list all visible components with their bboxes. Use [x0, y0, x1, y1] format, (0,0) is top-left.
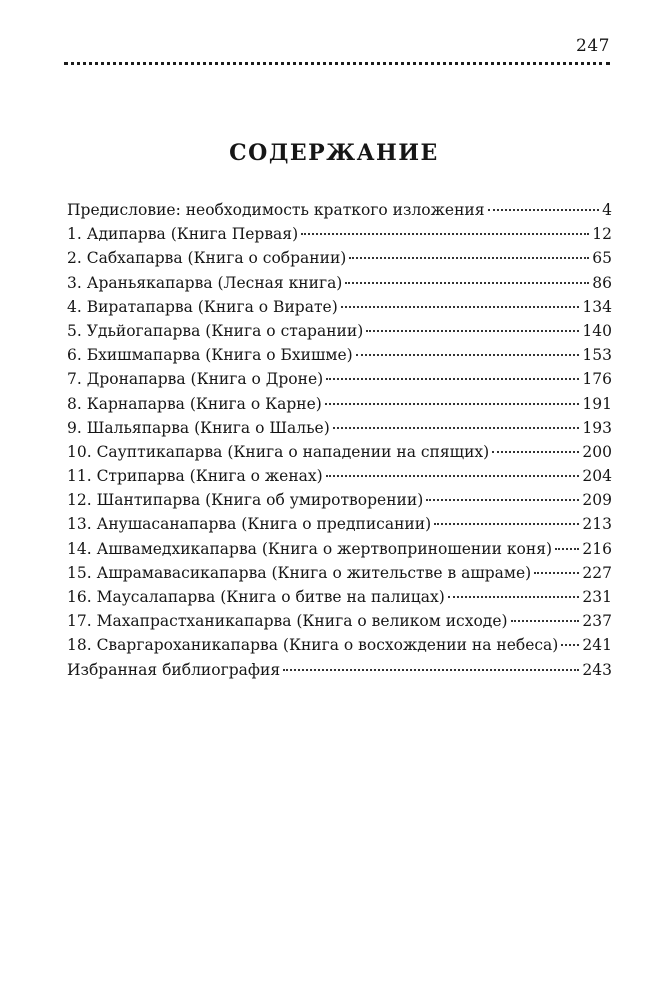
- toc-entry-label: 14. Ашвамедхикапарва (Книга о жертвоприношении коня): [67, 539, 553, 558]
- toc-entry-label: 4. Виратапарва (Книга о Вирате): [67, 297, 338, 316]
- toc-entry-page-number: 191: [582, 394, 612, 413]
- toc-entry[interactable]: [67, 515, 612, 539]
- toc-entry-label: 8. Карнапарва (Книга о Карне): [67, 394, 322, 413]
- toc-dot-leader: [325, 403, 580, 405]
- toc-entry-label: 15. Ашрамавасикапарва (Книга о жительстве в ашраме): [67, 563, 532, 582]
- toc-entry-page-number: 231: [582, 588, 612, 606]
- toc-entry[interactable]: [67, 370, 612, 394]
- toc-entry[interactable]: [67, 540, 612, 564]
- toc-entry-page-number: 216: [582, 539, 612, 558]
- table-of-contents: [67, 201, 612, 685]
- toc-entry[interactable]: [67, 322, 612, 346]
- header-dotted-rule: [64, 62, 610, 68]
- toc-entry-label: Предисловие: необходимость краткого изложения: [67, 201, 485, 219]
- toc-entry-label: 17. Махапрастханикапарва (Книга о великом исходе): [67, 612, 508, 631]
- toc-dot-leader: [434, 523, 579, 525]
- toc-dot-leader: [534, 572, 579, 574]
- toc-entry-label: 10. Сауптикапарва (Книга о нападении на спящих): [67, 442, 490, 461]
- toc-dot-leader: [366, 330, 579, 332]
- toc-dot-leader: [511, 620, 580, 622]
- toc-entry-label: 9. Шальяпарва (Книга о Шалье): [67, 418, 330, 437]
- toc-entry[interactable]: [67, 201, 612, 225]
- toc-entry-page-number: 193: [582, 418, 612, 437]
- toc-entry-label: 16. Маусалапарва (Книга о битве на палицах): [67, 588, 445, 606]
- toc-entry[interactable]: [67, 564, 612, 588]
- toc-entry-label: 7. Дронапарва (Книга о Дроне): [67, 370, 324, 389]
- toc-entry[interactable]: [67, 443, 612, 467]
- toc-entry-page-number: 243: [582, 660, 612, 679]
- toc-entry-label: 11. Стрипарва (Книга о женах): [67, 467, 323, 486]
- toc-dot-leader: [448, 596, 580, 598]
- toc-dot-leader: [345, 282, 589, 284]
- toc-entry[interactable]: [67, 467, 612, 491]
- toc-entry[interactable]: [67, 636, 612, 660]
- toc-dot-leader: [349, 257, 589, 259]
- toc-entry[interactable]: [67, 298, 612, 322]
- toc-entry-page-number: 176: [582, 370, 612, 389]
- toc-entry-label: 3. Араньякапарва (Лесная книга): [67, 273, 343, 292]
- toc-dot-leader: [301, 233, 589, 235]
- toc-entry-label: 6. Бхишмапарва (Книга о Бхишме): [67, 346, 353, 365]
- toc-entry[interactable]: [67, 274, 612, 298]
- toc-entry-page-number: 86: [592, 273, 612, 292]
- toc-entry[interactable]: [67, 346, 612, 370]
- toc-entry-page-number: 213: [582, 515, 612, 534]
- toc-dot-leader: [492, 451, 579, 453]
- toc-dot-leader: [426, 499, 579, 501]
- toc-dot-leader: [488, 209, 600, 211]
- toc-dot-leader: [326, 378, 579, 380]
- toc-entry-label: 5. Удьйогапарва (Книга о старании): [67, 321, 364, 340]
- toc-dot-leader: [283, 669, 579, 671]
- toc-dot-leader: [561, 644, 579, 646]
- toc-dot-leader: [333, 427, 580, 429]
- toc-entry-label: 13. Анушасанапарва (Книга о предписании): [67, 515, 432, 534]
- toc-entry[interactable]: [67, 491, 612, 515]
- toc-dot-leader: [341, 306, 580, 308]
- toc-entry[interactable]: [67, 249, 612, 273]
- toc-dot-leader: [326, 475, 580, 477]
- toc-entry[interactable]: [67, 661, 612, 685]
- contents-title: СОДЕРЖАНИЕ: [229, 140, 439, 166]
- toc-entry-page-number: 237: [582, 612, 612, 631]
- toc-entry-label: 1. Адипарва (Книга Первая): [67, 225, 299, 244]
- toc-entry[interactable]: [67, 395, 612, 419]
- toc-entry-page-number: 140: [582, 321, 612, 340]
- toc-entry[interactable]: [67, 225, 612, 249]
- toc-entry-page-number: 153: [582, 346, 612, 365]
- toc-entry-page-number: 134: [582, 297, 612, 316]
- toc-entry-page-number: 200: [582, 442, 612, 461]
- page-number: 247: [576, 36, 610, 56]
- toc-entry-label: Избранная библиография: [67, 660, 281, 679]
- toc-entry[interactable]: [67, 419, 612, 443]
- toc-entry-page-number: 241: [582, 636, 612, 655]
- toc-entry-page-number: 65: [592, 249, 612, 268]
- toc-entry-page-number: 227: [582, 563, 612, 582]
- toc-entry[interactable]: [67, 612, 612, 636]
- toc-entry-page-number: 4: [602, 201, 612, 219]
- toc-entry[interactable]: [67, 588, 612, 612]
- toc-entry-page-number: 12: [592, 225, 612, 244]
- toc-entry-label: 12. Шантипарва (Книга об умиротворении): [67, 491, 424, 510]
- toc-entry-label: 18. Сваргароханикапарва (Книга о восхождении на небеса): [67, 636, 559, 655]
- toc-entry-label: 2. Сабхапарва (Книга о собрании): [67, 249, 347, 268]
- toc-dot-leader: [356, 354, 580, 356]
- toc-dot-leader: [555, 548, 579, 550]
- toc-entry-page-number: 204: [582, 467, 612, 486]
- toc-entry-page-number: 209: [582, 491, 612, 510]
